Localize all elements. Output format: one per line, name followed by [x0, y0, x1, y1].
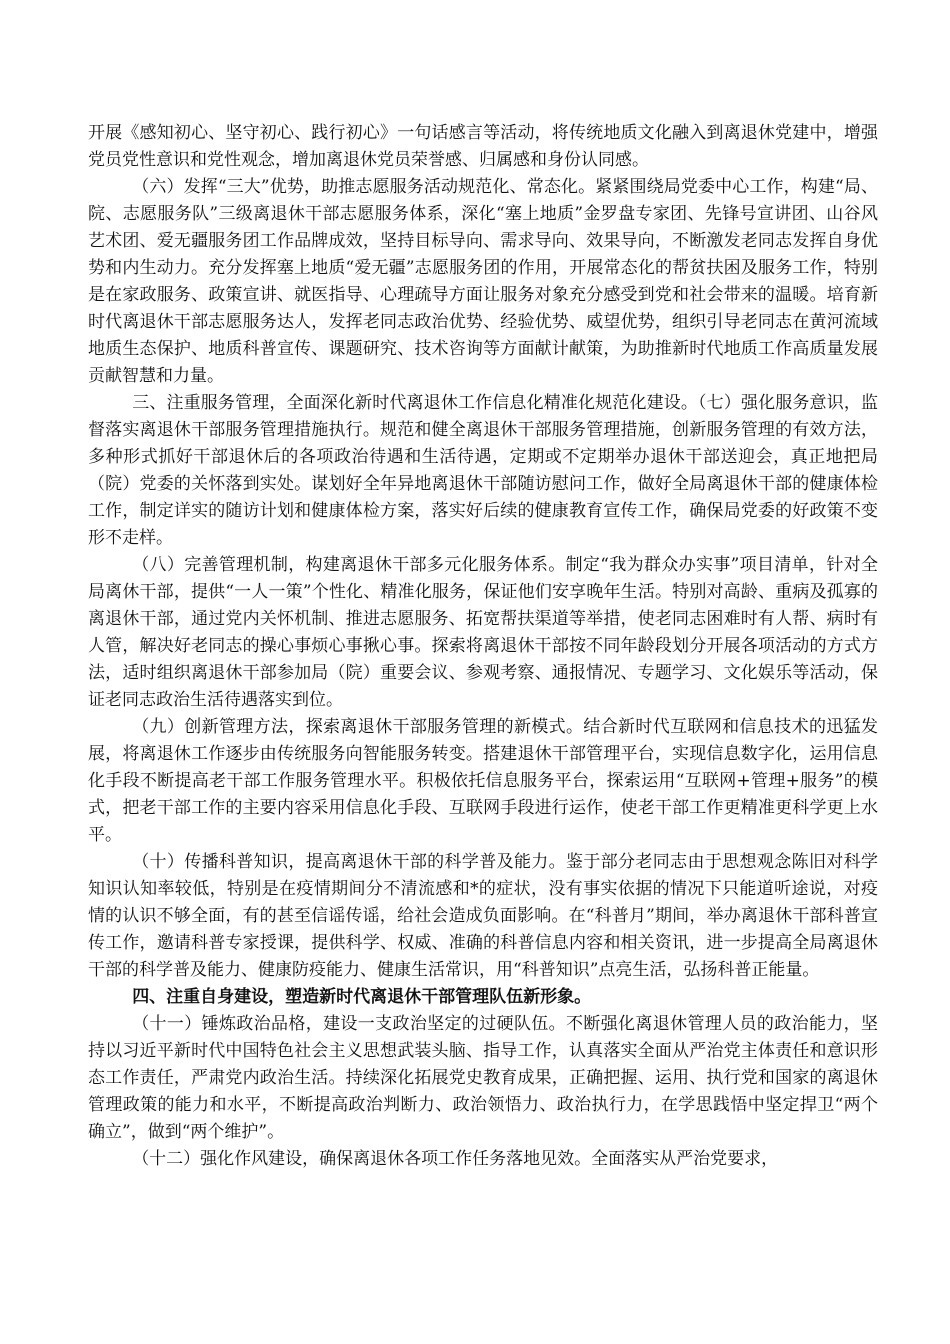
- paragraph-4: （八）完善管理机制，构建离退休干部多元化服务体系。制定“我为群众办实事”项目清单，针对全局离休干部，提供“一人一策”个性化、精准化服务，保证他们安享晚年生活。特别对高龄、重病及孤寡的离退休干部，通过党内关怀机制、推进志愿服务、拓宽帮扶渠道等举措，使老同志困难时有人帮、病时有人管，解决好老同志的操心事烦心事揪心事。探索将离退休干部按不同年龄段划分开展各项活动的方式方法，适时组织离退休干部参加局（院）重要会议、参观考察、通报情况、专题学习、文化娱乐等活动，保证老同志政治生活待遇落实到位。: [88, 555, 878, 710]
- section-heading-4: 四、注重自身建设，塑造新时代离退休干部管理队伍新形象。: [132, 987, 592, 1007]
- paragraph-1: 开展《感知初心、坚守初心、践行初心》一句话感言等活动，将传统地质文化融入到离退休党建中，增强党员党性意识和党性观念，增加离退休党员荣誉感、归属感和身份认同感。: [88, 123, 878, 170]
- paragraph-5: （九）创新管理方法，探索离退休干部服务管理的新模式。结合新时代互联网和信息技术的迅猛发展，将离退休工作逐步由传统服务向智能服务转变。搭建退休干部管理平台，实现信息数字化，运用信息化手段不断提高老干部工作服务管理水平。积极依托信息服务平台，探索运用“互联网+管理+服务”的模式，把老干部工作的主要内容采用信息化手段、互联网手段进行运作，使老干部工作更精准更科学更上水平。: [88, 717, 878, 845]
- paragraph-3: 三、注重服务管理，全面深化新时代离退休工作信息化精准化规范化建设。（七）强化服务意识，监督落实离退休干部服务管理措施执行。规范和健全离退休干部服务管理措施，创新服务管理的有效方法，多种形式抓好干部退休后的各项政治待遇和生活待遇，定期或不定期举办退休干部送迎会，真正地把局（院）党委的关怀落到实处。谋划好全年异地离退休干部随访慰问工作，做好全局离退休干部的健康体检工作，制定详实的随访计划和健康体检方案，落实好后续的健康教育宣传工作，确保局党委的好政策不变形不走样。: [88, 393, 878, 548]
- document-body: [88, 120, 878, 1173]
- paragraph-6: （十）传播科普知识，提高离退休干部的科学普及能力。鉴于部分老同志由于思想观念陈旧对科学知识认知率较低，特别是在疫情期间分不清流感和*的症状，没有事实依据的情况下只能道听途说，对疫情的认识不够全面，有的甚至信谣传谣，给社会造成负面影响。在“科普月”期间，举办离退休干部科普宣传工作，邀请科普专家授课，提供科学、权威、准确的科普信息内容和相关资讯，进一步提高全局离退休干部的科学普及能力、健康防疫能力、健康生活常识，用“科普知识”点亮生活，弘扬科普正能量。: [88, 852, 878, 980]
- paragraph-7: （十一）锤炼政治品格，建设一支政治坚定的过硬队伍。不断强化离退休管理人员的政治能力，坚持以习近平新时代中国特色社会主义思想武装头脑、指导工作，认真落实全面从严治党主体责任和意识形态工作责任，严肃党内政治生活。持续深化拓展党史教育成果，正确把握、运用、执行党和国家的离退休管理政策的能力和水平，不断提高政治判断力、政治领悟力、政治执行力，在学思践悟中坚定捍卫“两个确立”，做到“两个维护”。: [88, 1014, 878, 1142]
- paragraph-8: （十二）强化作风建设，确保离退休各项工作任务落地见效。全面落实从严治党要求，: [132, 1149, 779, 1169]
- paragraph-2: （六）发挥“三大”优势，助推志愿服务活动规范化、常态化。紧紧围绕局党委中心工作，构建“局、院、志愿服务队”三级离退休干部志愿服务体系，深化“塞上地质”金罗盘专家团、先锋号宣讲团、山谷风艺术团、爱无疆服务团工作品牌成效，坚持目标导向、需求导向、效果导向，不断激发老同志发挥自身优势和内生动力。充分发挥塞上地质“爱无疆”志愿服务团的作用，开展常态化的帮贫扶困及服务工作，特别是在家政服务、政策宣讲、就医指导、心理疏导方面让服务对象充分感受到党和社会带来的温暖。培育新时代离退休干部志愿服务达人，发挥老同志政治优势、经验优势、威望优势，组织引导老同志在黄河流域地质生态保护、地质科普宣传、课题研究、技术咨询等方面献计献策，为助推新时代地质工作高质量发展贡献智慧和力量。: [88, 177, 878, 386]
